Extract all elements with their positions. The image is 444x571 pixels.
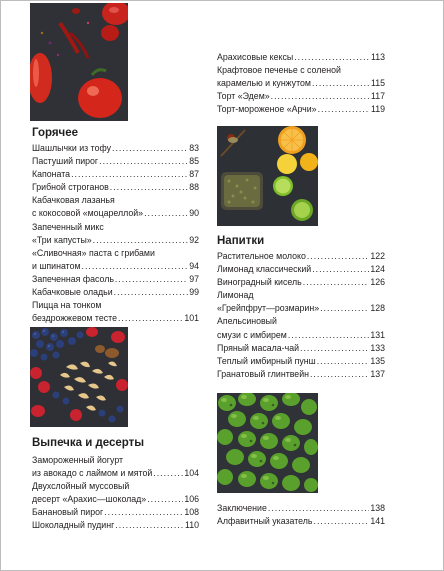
toc-entry[interactable]: Растительное молоко ..... 122 (217, 250, 385, 263)
toc-entry[interactable]: Заключение ..... 138 (217, 502, 385, 515)
toc-entry[interactable]: Крафтовое печенье с соленой карамелью и кунжутом ..... 115 (217, 64, 385, 90)
toc-entry[interactable]: Гранатовый глинтвейн ..... 137 (217, 368, 385, 381)
toc-entry[interactable]: Апельсиновый смузи с имбирем ..... 131 (217, 315, 385, 341)
toc-entry[interactable]: Банановый пирог ..... 108 (32, 506, 199, 519)
toc-entry[interactable]: Капоната ..... 87 (32, 168, 199, 181)
toc-entry[interactable]: Замороженный йогурт из авокадо с лаймом и мятой ..... 104 (32, 454, 199, 480)
toc-entry[interactable]: Лимонад «Грейпфрут—розмарин» ..... 128 (217, 289, 385, 315)
peppers-photo (30, 3, 128, 121)
toc-entry[interactable]: Теплый имбирный пунш ..... 135 (217, 355, 385, 368)
toc-entry[interactable]: Запеченный микс «Три капусты» ..... 92 (32, 221, 199, 247)
toc-entry[interactable]: Виноградный кисель ..... 126 (217, 276, 385, 289)
toc-entry[interactable]: Двухслойный муссовый десерт «Арахис—шоколад» ..... 106 (32, 480, 199, 506)
toc-entry[interactable]: Алфавитный указатель ..... 141 (217, 515, 385, 528)
toc-entry[interactable]: Шашлычки из тофу ..... 83 (32, 142, 199, 155)
feijoa-photo (217, 393, 318, 493)
toc-entry[interactable]: Шоколадный пудинг ..... 110 (32, 519, 199, 532)
toc-entry[interactable]: Пастуший пирог ..... 85 (32, 155, 199, 168)
berries-nuts-photo (30, 327, 128, 427)
section-title-hot: Горячее (32, 127, 79, 139)
section-title-baking: Выпечка и десерты (32, 437, 145, 449)
toc-entry[interactable]: Грибной строганов ..... 88 (32, 181, 199, 194)
toc-list-baking (32, 454, 199, 533)
toc-entry[interactable]: Лимонад классический ..... 124 (217, 263, 385, 276)
section-title-drinks: Напитки (217, 235, 265, 247)
toc-entry[interactable]: Пряный масала-чай ..... 133 (217, 342, 385, 355)
toc-list-hot (32, 142, 199, 325)
toc-entry[interactable]: Торт «Эдем» ..... 117 (217, 90, 385, 103)
citrus-tea-photo (217, 126, 318, 226)
toc-entry[interactable]: Кабачковые оладьи ..... 99 (32, 286, 199, 299)
toc-entry[interactable]: Запеченная фасоль ..... 97 (32, 273, 199, 286)
toc-entry[interactable]: «Сливочная» паста с грибами и шпинатом ..... 94 (32, 247, 199, 273)
toc-entry[interactable]: Торт-мороженое «Арчи» ..... 119 (217, 103, 385, 116)
toc-list-drinks (217, 250, 385, 381)
toc-entry[interactable]: Арахисовые кексы ..... 113 (217, 51, 385, 64)
toc-entry[interactable]: Кабачковая лазанья с кокосовой «моцареллой» ..... 90 (32, 194, 199, 220)
toc-entry[interactable]: Пицца на тонком бездрожжевом тесте ..... 101 (32, 299, 199, 325)
toc-list-baking-continued (217, 51, 385, 116)
toc-list-end (217, 502, 385, 528)
